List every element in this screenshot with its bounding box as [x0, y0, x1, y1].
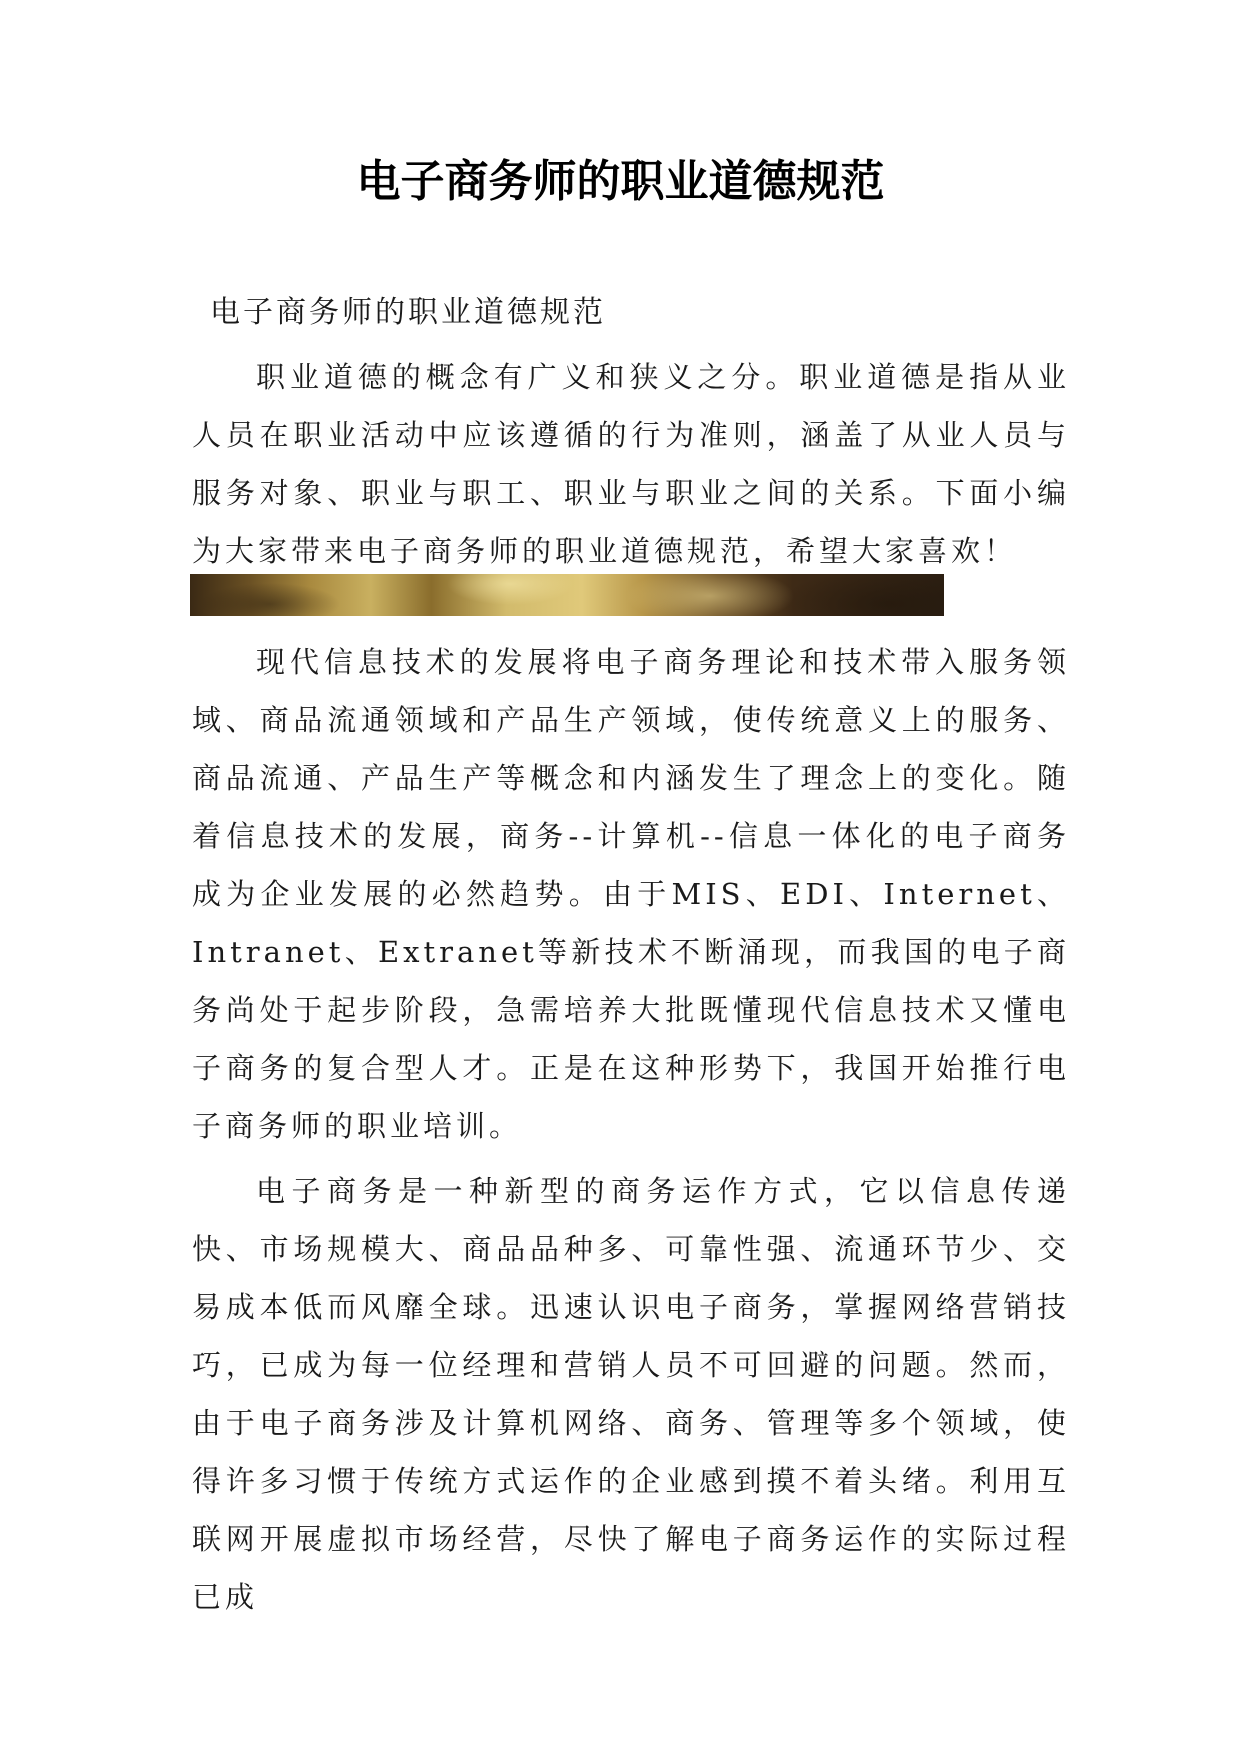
paragraph-background: 现代信息技术的发展将电子商务理论和技术带入服务领域、商品流通领域和产品生产领域，使传统意义上的服务、商品流通、产品生产等概念和内涵发生了理念上的变化。随着信息技术的发展，商务--计算机--信息一体化的电子商务成为企业发展的必然趋势。由于MIS、EDI、Internet、Intranet、Extranet等新技术不断涌现，而我国的电子商务尚处于起步阶段，急需培养大批既懂现代信息技术又懂电子商务的复合型人才。正是在这种形势下，我国开始推行电子商务师的职业培训。 [192, 645, 1070, 1143]
banner-image [190, 574, 944, 616]
document-title: 电子商务师的职业道德规范 [356, 156, 885, 207]
paragraph-intro: 职业道德的概念有广义和狭义之分。职业道德是指从业人员在职业活动中应该遵循的行为准则，涵盖了从业人员与服务对象、职业与职工、职业与职业之间的关系。下面小编为大家带来电子商务师的职业道德规范，希望大家喜欢！ [192, 360, 1070, 568]
paragraph-ecommerce: 电子商务是一种新型的商务运作方式，它以信息传递快、市场规模大、商品品种多、可靠性强、流通环节少、交易成本低而风靡全球。迅速认识电子商务，掌握网络营销技巧，已成为每一位经理和营销人员不可回避的问题。然而，由于电子商务涉及计算机网络、商务、管理等多个领域，使得许多习惯于传统方式运作的企业感到摸不着头绪。利用互联网开展虚拟市场经营，尽快了解电子商务运作的实际过程已成 [192, 1174, 1070, 1614]
document-subtitle: 电子商务师的职业道德规范 [210, 295, 606, 330]
